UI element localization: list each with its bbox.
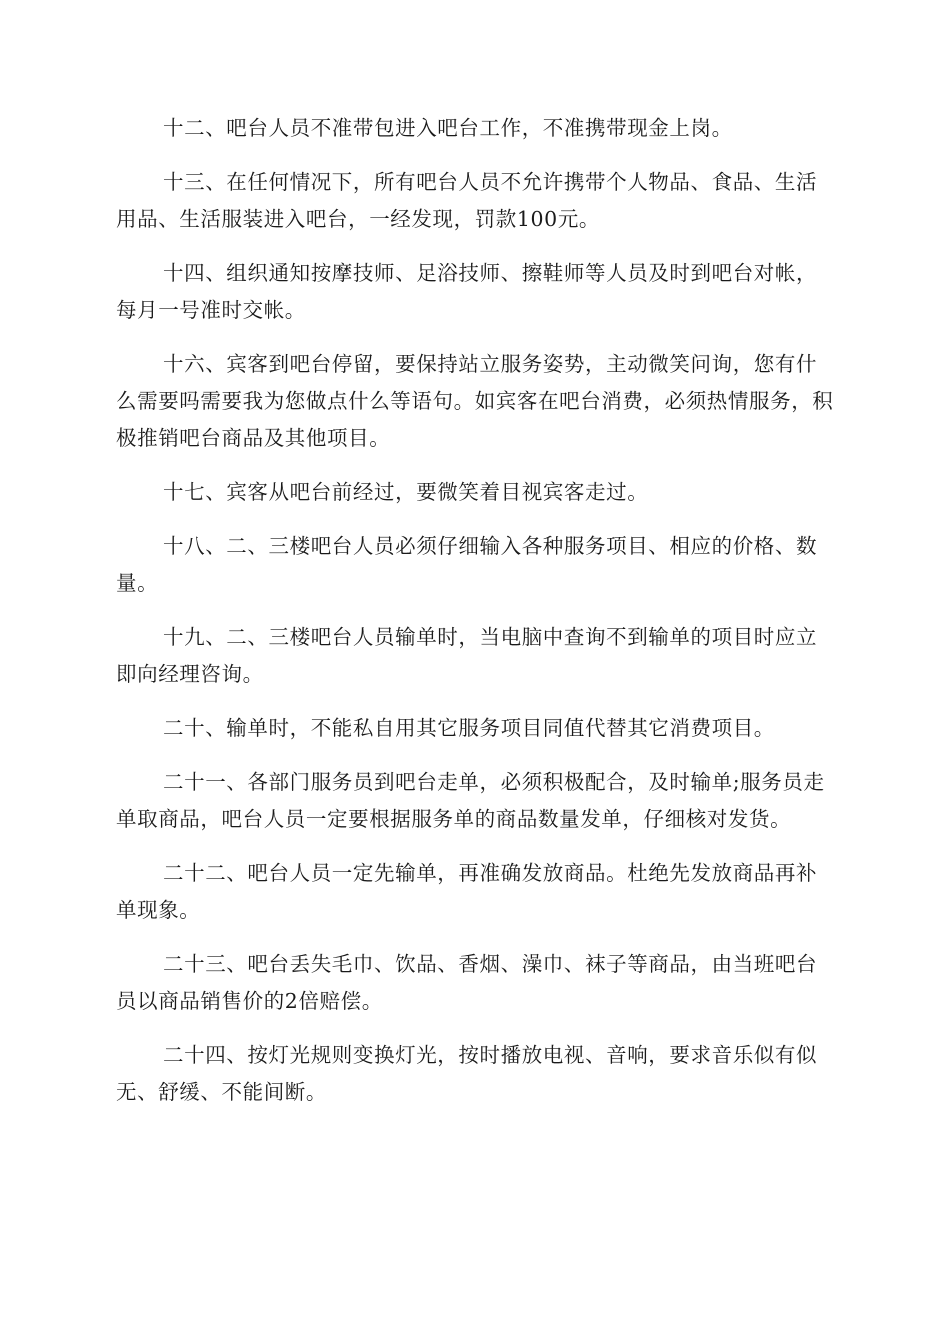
paragraph-rule-24: 二十四、按灯光规则变换灯光，按时播放电视、音响，要求音乐似有似无、舒缓、不能间断。 bbox=[116, 1043, 818, 1104]
paragraph-rule-23: 二十三、吧台丢失毛巾、饮品、香烟、澡巾、袜子等商品，由当班吧台员以商品销售价的2倍赔偿。 bbox=[116, 952, 818, 1013]
paragraph-rule-19: 十九、二、三楼吧台人员输单时，当电脑中查询不到输单的项目时应立即向经理咨询。 bbox=[116, 625, 818, 686]
paragraph-rule-12: 十二、吧台人员不准带包进入吧台工作，不准携带现金上岗。 bbox=[163, 116, 733, 140]
paragraph-rule-13: 十三、在任何情况下，所有吧台人员不允许携带个人物品、食品、生活用品、生活服装进入吧台，一经发现，罚款100元。 bbox=[116, 170, 818, 231]
paragraph-rule-16: 十六、宾客到吧台停留，要保持站立服务姿势，主动微笑问询，您有什么需要吗需要我为您做点什么等语句。如宾客在吧台消费，必须热情服务，积极推销吧台商品及其他项目。 bbox=[116, 352, 834, 450]
document-body bbox=[116, 110, 836, 1128]
paragraph-rule-17: 十七、宾客从吧台前经过，要微笑着目视宾客走过。 bbox=[163, 480, 649, 504]
paragraph-rule-21: 二十一、各部门服务员到吧台走单，必须积极配合，及时输单;服务员走单取商品，吧台人员一定要根据服务单的商品数量发单，仔细核对发货。 bbox=[116, 770, 825, 831]
paragraph-rule-14: 十四、组织通知按摩技师、足浴技师、擦鞋师等人员及时到吧台对帐，每月一号准时交帐。 bbox=[116, 261, 818, 322]
paragraph-rule-22: 二十二、吧台人员一定先输单，再准确发放商品。杜绝先发放商品再补单现象。 bbox=[116, 861, 818, 922]
paragraph-rule-18: 十八、二、三楼吧台人员必须仔细输入各种服务项目、相应的价格、数量。 bbox=[116, 534, 818, 595]
paragraph-rule-20: 二十、输单时，不能私自用其它服务项目同值代替其它消费项目。 bbox=[163, 716, 775, 740]
